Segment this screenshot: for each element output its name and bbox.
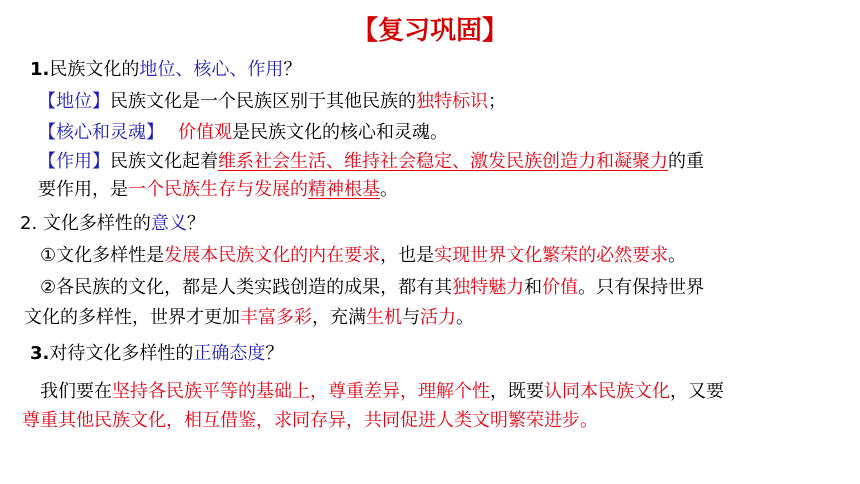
meaning-2-line-1 (40, 276, 704, 300)
position-text-a: 民族文化是一个民族区别于其他民族的 (110, 91, 416, 112)
meaning1-text-c: 。 (668, 245, 687, 266)
meaning2-text-f: 与 (402, 307, 420, 328)
question-3 (30, 342, 283, 366)
meaning2-text-c: 。只有保持世界 (578, 277, 705, 298)
meaning2-highlight-4: 生机 (366, 307, 402, 328)
attitude-highlight-3: 尊重其他民族文化，相互借鉴，求同存异，共同促进人类文明繁荣进步。 (22, 410, 598, 431)
q3-text-b: ？ (265, 343, 284, 364)
position-highlight: 独特标识 (416, 91, 488, 112)
core-text-a: 是民族文化的核心和灵魂。 (232, 122, 448, 143)
core-line (38, 121, 448, 145)
meaning2-text-a: ②各民族的文化，都是人类实践创造的成果，都有其 (40, 277, 453, 298)
meaning2-text-d: 文化的多样性，世界才更加 (24, 307, 240, 328)
meaning2-highlight-2: 价值 (542, 277, 579, 298)
q1-text-a: 民族文化的 (49, 59, 140, 80)
meaning1-highlight-2: 实现世界文化繁荣的必然要求 (434, 245, 669, 266)
meaning1-text-b: ，也是 (380, 245, 435, 266)
attitude-line-2 (22, 409, 598, 433)
attitude-text-b: ，既要 (490, 381, 544, 402)
attitude-text-a: 我们要在 (40, 381, 112, 402)
role-text-a: 民族文化起着 (110, 151, 218, 172)
core-highlight: 价值观 (178, 122, 232, 143)
q3-prefix: 3. (30, 343, 50, 364)
q1-text-b: ？ (283, 59, 302, 80)
meaning1-text-a: ①文化多样性是 (40, 245, 165, 266)
meaning2-highlight-3: 丰富多彩 (240, 307, 312, 328)
meaning1-highlight: 发展本民族文化的内在要求 (164, 245, 381, 266)
position-label: 【地位】 (38, 91, 110, 112)
role-highlight: 维系社会生活、维持社会稳定、激发民族创造力和凝聚力 (218, 151, 668, 172)
meaning2-text-e: ，充满 (312, 307, 366, 328)
q2-highlight: 意义 (150, 213, 187, 234)
meaning-2-line-2 (24, 306, 474, 330)
q3-text-a: 对待文化多样性的 (49, 343, 194, 364)
role-text-c: 要作用，是 (38, 179, 128, 200)
role-text-b: 的重 (668, 151, 704, 172)
core-label: 【核心和灵魂】 (38, 122, 164, 143)
q1-prefix: 1. (30, 59, 50, 80)
meaning2-highlight: 独特魅力 (452, 277, 525, 298)
position-text-b: ； (488, 91, 506, 112)
attitude-line-1 (40, 380, 724, 404)
q3-highlight: 正确态度 (193, 343, 266, 364)
attitude-highlight-2: 认同本民族文化 (544, 381, 670, 402)
attitude-text-c: ，又要 (670, 381, 724, 402)
meaning2-text-b: 和 (524, 277, 543, 298)
q2-text-a: 2. 文化多样性的 (20, 213, 151, 234)
role-text-d: 。 (380, 179, 398, 200)
role-label: 【作用】 (38, 151, 110, 172)
attitude-highlight: 坚持各民族平等的基础上，尊重差异，理解个性 (112, 381, 490, 402)
q1-highlight: 地位、核心、作用 (139, 59, 284, 80)
role-highlight-2: 一个民族生存与发展的 (128, 179, 308, 200)
role-line-1 (38, 150, 704, 174)
meaning-1-line (40, 244, 686, 268)
q2-text-b: ？ (186, 213, 205, 234)
question-2 (20, 212, 205, 236)
role-highlight-3: 精神根基 (308, 179, 380, 200)
meaning2-text-g: 。 (456, 307, 474, 328)
meaning2-highlight-5: 活力 (420, 307, 456, 328)
position-line (38, 90, 506, 114)
page-title: 【复习巩固】 (351, 16, 508, 46)
question-1 (30, 58, 301, 82)
role-line-2 (38, 178, 398, 202)
